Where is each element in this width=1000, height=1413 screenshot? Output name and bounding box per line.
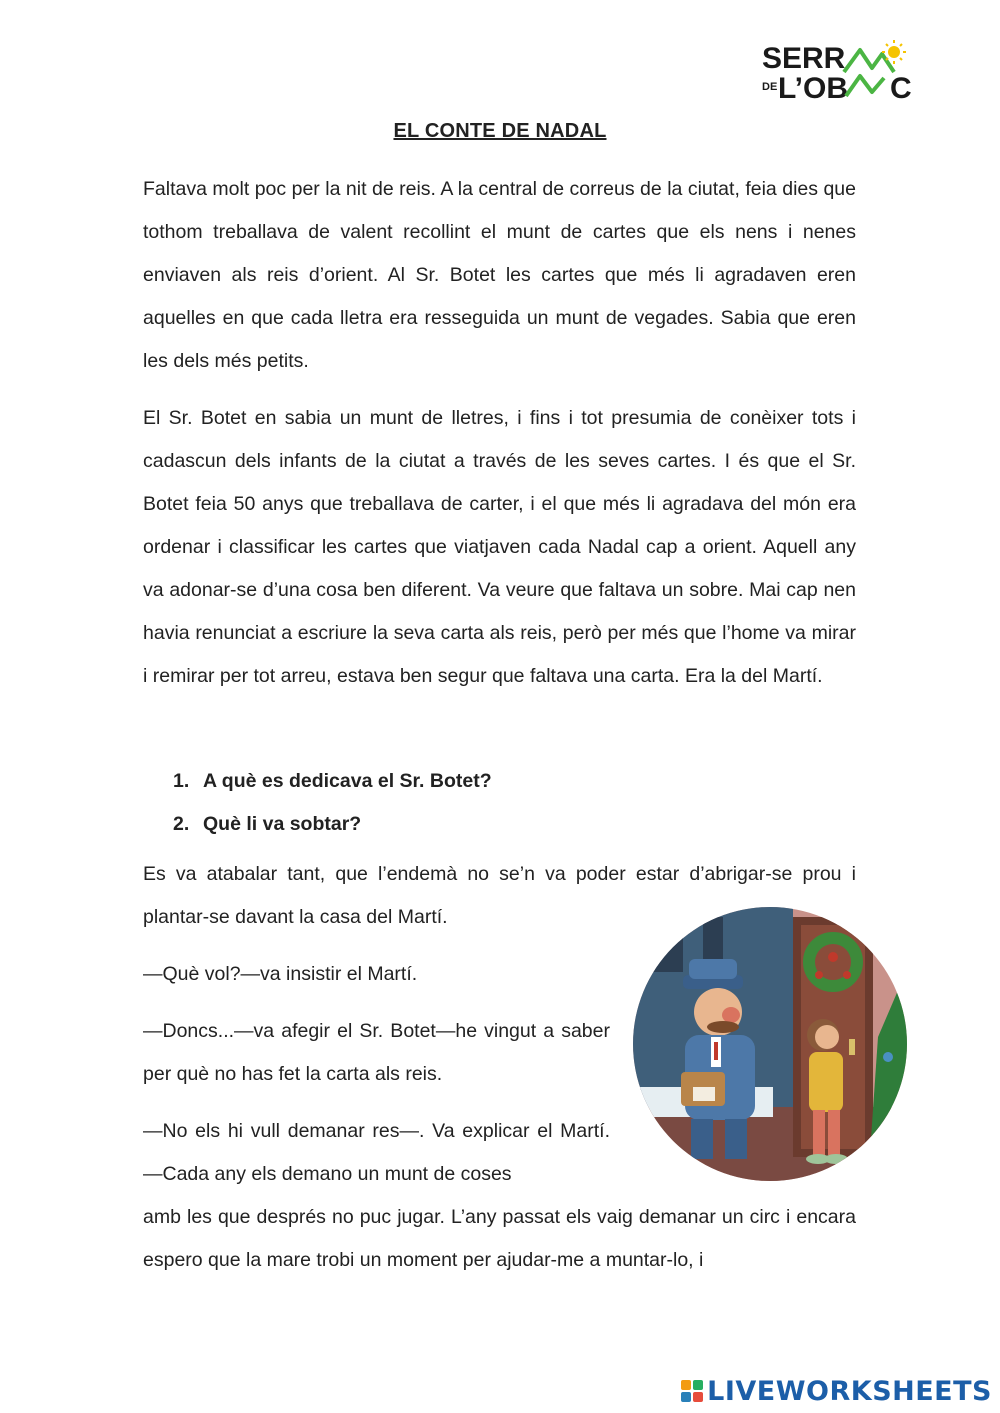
paragraph-3: Es va atabalar tant, que l’endemà no se’n va poder estar d’abrigar-se prou i plantar-se davant la casa del Martí.: [143, 863, 856, 928]
question-text: A què es dedicava el Sr. Botet?: [203, 770, 492, 792]
question-item: [173, 760, 492, 803]
postman-at-door-illustration: [633, 907, 908, 1182]
paragraph-2: El Sr. Botet en sabia un munt de lletres, i fins i tot presumia de conèixer tots i cadascun dels infants de la ciutat a través de les seves cartes. I és que el Sr. Botet feia 50 anys que treballava de carter, i el que més li agradava del món era ordenar i classificar les cartes que viatjaven cada Nadal cap a orient. Aquell any va adonar-se d’una cosa ben diferent. Va veure que faltava un sobre. Mai cap nen havia renunciat a escriure la seva carta als reis, però per més que l’home va mirar i remirar per tot arreu, estava ben segur que faltava una carta. Era la del Martí.: [143, 407, 856, 687]
question-number: 1.: [173, 770, 190, 792]
logo-line2: L’OB: [778, 72, 849, 104]
question-item: [173, 803, 492, 846]
watermark-text: LIVEWORKSHEETS: [707, 1375, 992, 1407]
illustration-graphic: [633, 907, 908, 1182]
mountain-icon: [844, 50, 894, 72]
question-list: [173, 760, 492, 846]
dialogue-3-part-1: —No els hi vull demanar res—. Va explicar el Martí. —Cada any els demano un munt de coses: [143, 1120, 610, 1185]
serra-de-lobac-logo: [760, 38, 920, 104]
story-title: EL CONTE DE NADAL: [393, 120, 607, 142]
sun-icon: [888, 46, 900, 58]
dialogue-3-part-2: amb les que després no puc jugar. L’any passat els vaig demanar un circ i encara espero que la mare trobi un moment per ajudar-me a muntar-lo, i: [143, 1206, 856, 1271]
logo-graphic: [760, 38, 920, 104]
dialogue-2: —Doncs...—va afegir el Sr. Botet—he vingut a saber per què no has fet la carta als reis.: [143, 1020, 610, 1085]
logo-line2-small: DE: [762, 81, 778, 93]
mountain-lower-icon: [846, 76, 884, 96]
question-text: Què li va sobtar?: [203, 813, 362, 835]
paragraph-1: Faltava molt poc per la nit de reis. A la central de correus de la ciutat, feia dies que tothom treballava de valent recollint el munt de cartes que els nens i nenes enviaven als reis d’orient. Al Sr. Botet les cartes que més li agradaven eren aquelles en que cada lletra era resseguida un munt de vegades. Sabia que eren les dels més petits.: [143, 178, 856, 372]
dialogue-1: —Què vol?—va insistir el Martí.: [143, 963, 418, 985]
liveworksheets-logo-icon: [681, 1380, 703, 1402]
question-number: 2.: [173, 813, 190, 835]
logo-tail: C: [890, 72, 912, 104]
liveworksheets-watermark: [681, 1373, 992, 1409]
logo-line1: SERR: [762, 42, 846, 75]
